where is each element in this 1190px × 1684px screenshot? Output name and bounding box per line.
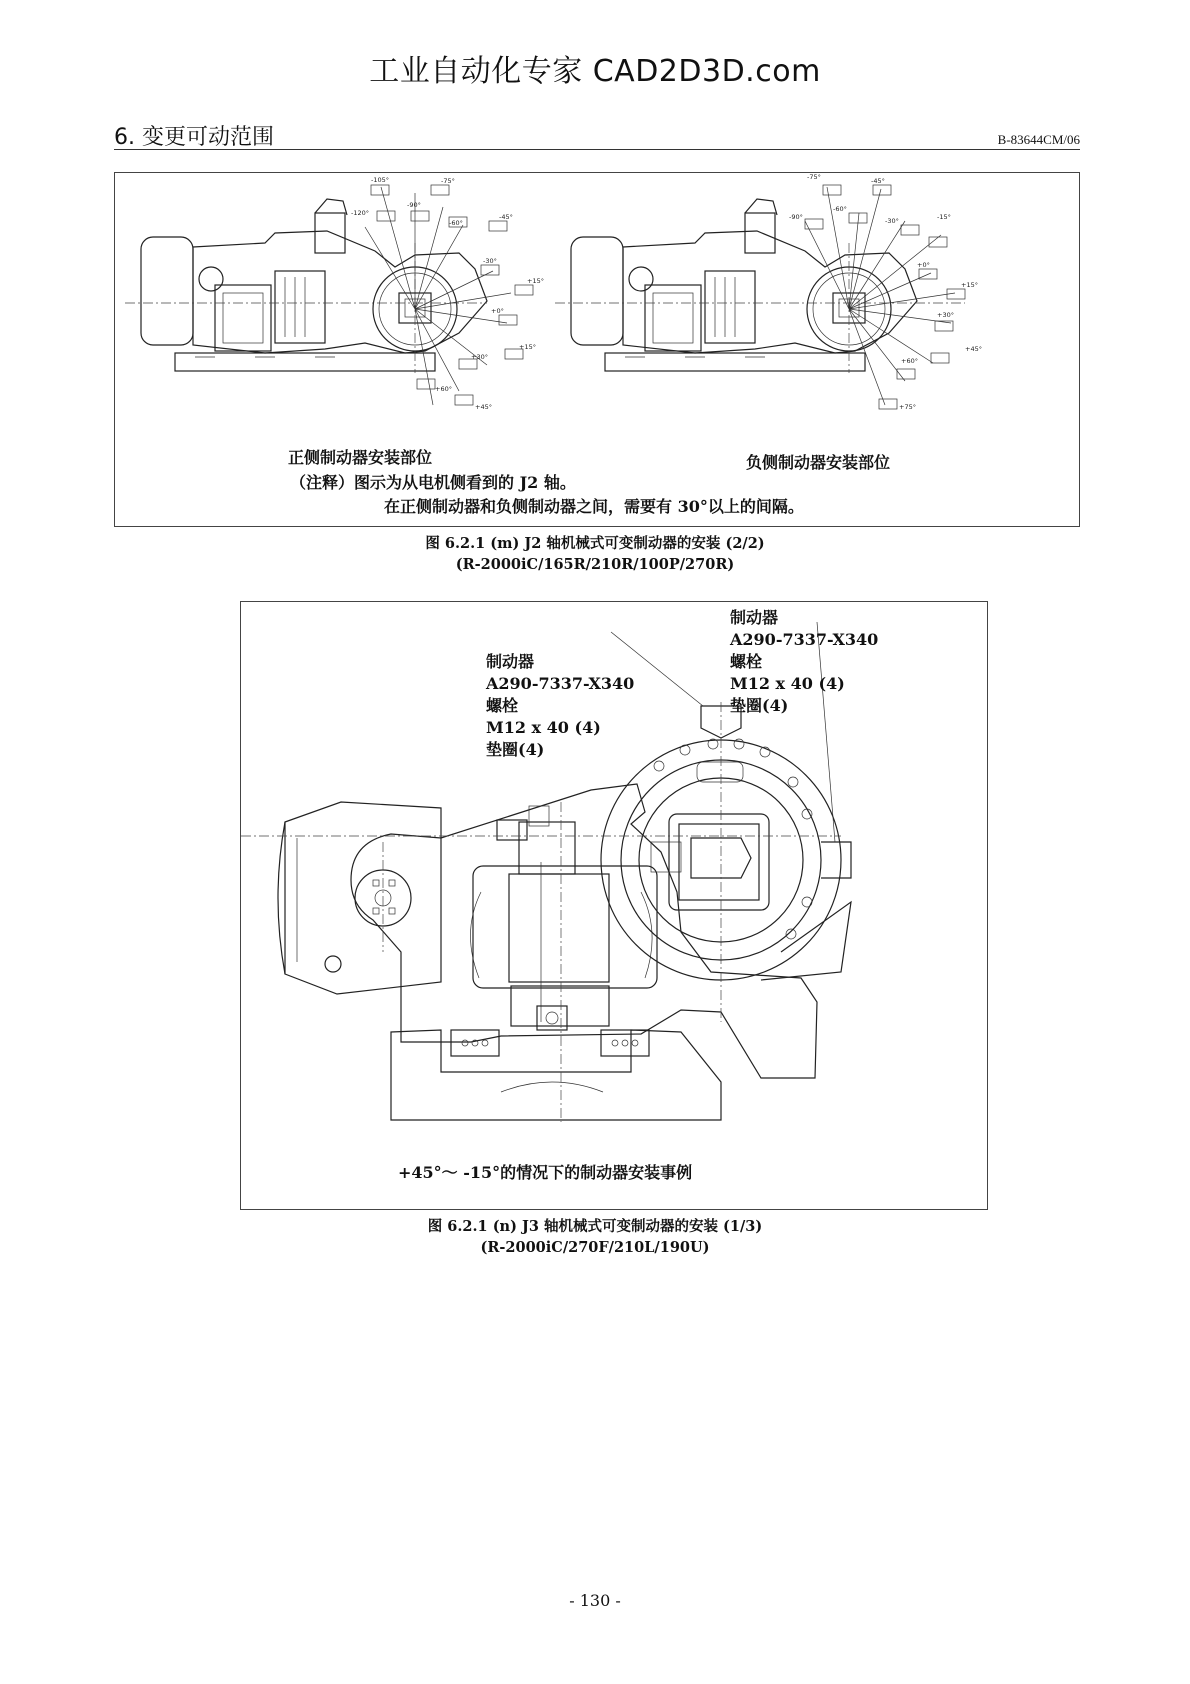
callout-right-line4: M12 x 40 (4) [730,674,845,693]
figure-m-caption: 图 6.2.1 (m) J2 轴机械式可变制动器的安装 (2/2) [425,535,765,552]
angle-label: +45° [475,403,492,411]
callout-right-line5: 垫圈(4) [730,696,789,715]
callout-right-line3: 螺栓 [730,652,763,671]
callout-left-line2: A290-7337-X340 [486,674,635,693]
angle-label: +15° [961,281,978,289]
figure-m-note-line2: 在正侧制动器和负侧制动器之间，需要有 30°以上的间隔。 [384,497,804,516]
angle-label: -105° [371,176,390,184]
angle-label: -60° [833,205,847,213]
watermark-text: 工业自动化专家 CAD2D3D.com [369,54,821,89]
callout-left [486,651,634,761]
negative-side-brake-label: 负侧制动器安装部位 [746,453,891,472]
figure-n-bottom-label: +45°～ -15°的情况下的制动器安装事例 [398,1163,693,1182]
angle-label: -75° [441,177,455,185]
angle-label: -45° [499,213,513,221]
angle-label: -30° [483,257,497,265]
figure-m-model-list: (R-2000iC/165R/210R/100P/270R) [455,556,735,573]
angle-label: +60° [901,357,918,365]
figure-n-caption: 图 6.2.1 (n) J3 轴机械式可变制动器的安装 (1/3) [427,1218,763,1235]
left-j2-arm-drawing [125,199,487,373]
callout-right-line1: 制动器 [730,608,779,627]
callout-right-line2: A290-7337-X340 [730,630,879,649]
page-number: - 130 - [569,1591,621,1610]
ring-bolts [654,739,812,939]
callout-left-line3: 螺栓 [486,696,519,715]
angle-label: +0° [491,307,504,315]
callout-right [730,607,878,717]
angle-label: +60° [435,385,452,393]
figure-m-drawing [115,173,1079,526]
callout-left-line1: 制动器 [486,652,535,671]
j3-arm-drawing [241,702,851,1122]
figure-m-frame [114,172,1080,527]
angle-label: +45° [965,345,982,353]
document-code: B-83644CM/06 [997,132,1080,147]
figure-n-model-list: (R-2000iC/270F/210L/190U) [480,1239,710,1256]
positive-side-brake-label: 正侧制动器安装部位 [288,448,433,467]
angle-label: -45° [871,177,885,185]
header-rule [114,149,1080,150]
angle-label: -60° [449,219,463,227]
angle-label: -75° [807,173,821,181]
figure-m-note-line1: （注释）图示为从电机侧看到的 J2 轴。 [290,473,576,492]
angle-label: +30° [937,311,954,319]
angle-label: +15° [527,277,544,285]
angle-label: +0° [917,261,930,269]
callout-left-line4: M12 x 40 (4) [486,718,601,737]
angle-label: +75° [899,403,916,411]
angle-label: -90° [789,213,803,221]
angle-label: -30° [885,217,899,225]
angle-label: +30° [471,353,488,361]
angle-label: -15° [937,213,951,221]
angle-label: +15° [519,343,536,351]
section-title: 6. 变更可动范围 [114,125,274,150]
callout-left-line5: 垫圈(4) [486,740,545,759]
angle-label: -90° [407,201,421,209]
angle-label: -120° [351,209,370,217]
right-angle-labels [789,173,982,411]
